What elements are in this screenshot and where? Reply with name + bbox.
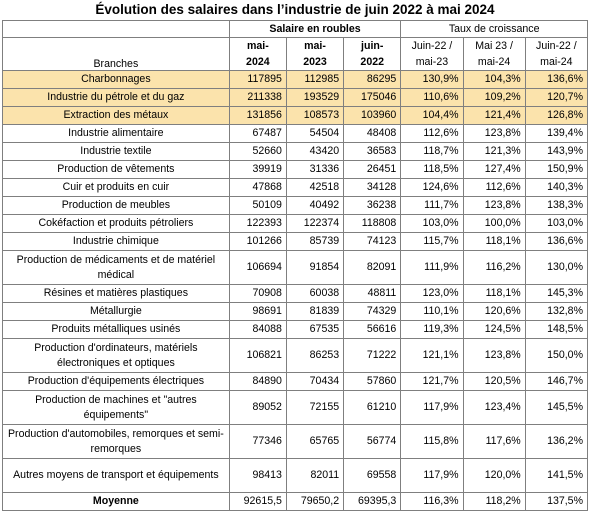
rate-jun22-may23-cell: 130,9%	[401, 71, 463, 89]
salary-2023-cell: 193529	[286, 89, 343, 107]
salary-2023-cell: 112985	[286, 71, 343, 89]
salary-2022-cell: 82091	[344, 251, 401, 285]
header-year-2024	[229, 38, 286, 71]
salary-2022-cell: 48811	[344, 285, 401, 303]
rate-may23-may24-cell: 116,2%	[463, 251, 525, 285]
rate-jun22-may23-cell: 121,7%	[401, 373, 463, 391]
header-year-2022-line1: juin-	[361, 40, 384, 52]
header-rate-3-line2: mai-24	[540, 56, 573, 68]
rate-jun22-may23-cell: 115,7%	[401, 233, 463, 251]
rate-jun22-may24-cell: 126,8%	[525, 107, 587, 125]
rate-jun22-may23-cell: 123,0%	[401, 285, 463, 303]
salary-2024-cell: 98691	[229, 303, 286, 321]
salary-2022-cell: 48408	[344, 125, 401, 143]
branch-cell: Production d'ordinateurs, matériels électroniques et optiques	[3, 339, 230, 373]
header-rate-2-line1: Mai 23 /	[475, 40, 513, 52]
rate-may23-may24-cell: 123,4%	[463, 391, 525, 425]
rate-may23-may24-cell: 123,8%	[463, 197, 525, 215]
header-rate-jun22-may24	[525, 38, 587, 71]
rate-may23-may24-cell: 104,3%	[463, 71, 525, 89]
branch-cell: Production de vêtements	[3, 161, 230, 179]
salary-2024-cell: 84890	[229, 373, 286, 391]
table-row	[3, 391, 588, 425]
salary-2022-cell: 26451	[344, 161, 401, 179]
table-row	[3, 71, 588, 89]
branch-cell: Production de machines et "autres équipements"	[3, 391, 230, 425]
rate-jun22-may23-cell: 110,1%	[401, 303, 463, 321]
salary-2023-cell: 91854	[286, 251, 343, 285]
salary-2022-cell: 36238	[344, 197, 401, 215]
header-rate-may23-may24	[463, 38, 525, 71]
salary-table	[2, 20, 588, 511]
salary-2023-cell: 72155	[286, 391, 343, 425]
rate-jun22-may24-cell: 140,3%	[525, 179, 587, 197]
salary-2024-cell: 89052	[229, 391, 286, 425]
rate-may23-may24-cell: 118,1%	[463, 233, 525, 251]
rate-jun22-may24-cell: 146,7%	[525, 373, 587, 391]
salary-2024-cell: 98413	[229, 459, 286, 493]
salary-2024-cell: 52660	[229, 143, 286, 161]
salary-2024-cell: 131856	[229, 107, 286, 125]
rate-jun22-may24-cell: 150,0%	[525, 339, 587, 373]
header-rate-1-line2: mai-23	[415, 56, 449, 68]
rate-may23-may24-cell: 118,1%	[463, 285, 525, 303]
rate-may23-may24-cell: 120,0%	[463, 459, 525, 493]
branch-cell: Moyenne	[3, 493, 230, 511]
rate-jun22-may23-cell: 119,3%	[401, 321, 463, 339]
salary-2023-cell: 67535	[286, 321, 343, 339]
branch-cell: Production de médicaments et de matériel médical	[3, 251, 230, 285]
salary-2023-cell: 31336	[286, 161, 343, 179]
salary-2022-cell: 175046	[344, 89, 401, 107]
rate-may23-may24-cell: 100,0%	[463, 215, 525, 233]
table-row	[3, 197, 588, 215]
branch-cell: Résines et matières plastiques	[3, 285, 230, 303]
header-branches: Branches	[3, 38, 230, 71]
header-year-2023-line2: 2023	[303, 56, 327, 68]
rate-jun22-may23-cell: 111,7%	[401, 197, 463, 215]
salary-2023-cell: 82011	[286, 459, 343, 493]
salary-2023-cell: 65765	[286, 425, 343, 459]
header-salary-group: Salaire en roubles	[229, 21, 401, 38]
rate-may23-may24-cell: 120,6%	[463, 303, 525, 321]
branch-cell: Autres moyens de transport et équipements	[3, 459, 230, 493]
header-year-2023-line1: mai-	[304, 40, 326, 52]
salary-2024-cell: 47868	[229, 179, 286, 197]
rate-jun22-may24-cell: 141,5%	[525, 459, 587, 493]
table-row	[3, 251, 588, 285]
salary-2024-cell: 122393	[229, 215, 286, 233]
salary-2024-cell: 50109	[229, 197, 286, 215]
branch-cell: Industrie alimentaire	[3, 125, 230, 143]
rate-jun22-may24-cell: 136,2%	[525, 425, 587, 459]
salary-2022-cell: 69558	[344, 459, 401, 493]
rate-jun22-may24-cell: 132,8%	[525, 303, 587, 321]
salary-2022-cell: 71222	[344, 339, 401, 373]
rate-jun22-may24-cell: 145,3%	[525, 285, 587, 303]
salary-2022-cell: 56774	[344, 425, 401, 459]
rate-may23-may24-cell: 109,2%	[463, 89, 525, 107]
salary-2022-cell: 61210	[344, 391, 401, 425]
salary-2024-cell: 211338	[229, 89, 286, 107]
table-row	[3, 459, 588, 493]
branch-cell: Métallurgie	[3, 303, 230, 321]
rate-jun22-may23-cell: 104,4%	[401, 107, 463, 125]
table-row	[3, 107, 588, 125]
salary-2024-cell: 92615,5	[229, 493, 286, 511]
salary-2024-cell: 117895	[229, 71, 286, 89]
table-row	[3, 161, 588, 179]
salary-2024-cell: 106821	[229, 339, 286, 373]
rate-jun22-may23-cell: 112,6%	[401, 125, 463, 143]
branch-cell: Production d'automobiles, remorques et semi-remorques	[3, 425, 230, 459]
rate-may23-may24-cell: 123,8%	[463, 339, 525, 373]
salary-2024-cell: 84088	[229, 321, 286, 339]
rate-jun22-may23-cell: 115,8%	[401, 425, 463, 459]
header-row-groups	[3, 21, 588, 38]
branch-cell: Production d'équipements électriques	[3, 373, 230, 391]
rate-jun22-may23-cell: 118,5%	[401, 161, 463, 179]
rate-jun22-may24-cell: 136,6%	[525, 233, 587, 251]
rate-jun22-may24-cell: 137,5%	[525, 493, 587, 511]
rate-jun22-may24-cell: 145,5%	[525, 391, 587, 425]
rate-may23-may24-cell: 112,6%	[463, 179, 525, 197]
rate-jun22-may23-cell: 117,9%	[401, 459, 463, 493]
rate-jun22-may24-cell: 150,9%	[525, 161, 587, 179]
rate-jun22-may23-cell: 110,6%	[401, 89, 463, 107]
branch-cell: Extraction des métaux	[3, 107, 230, 125]
rate-jun22-may23-cell: 111,9%	[401, 251, 463, 285]
salary-table-body	[3, 21, 588, 511]
salary-2023-cell: 42518	[286, 179, 343, 197]
salary-2024-cell: 67487	[229, 125, 286, 143]
header-year-2022	[344, 38, 401, 71]
salary-2023-cell: 85739	[286, 233, 343, 251]
salary-2022-cell: 86295	[344, 71, 401, 89]
salary-2024-cell: 77346	[229, 425, 286, 459]
salary-2024-cell: 39919	[229, 161, 286, 179]
rate-jun22-may24-cell: 143,9%	[525, 143, 587, 161]
rate-jun22-may24-cell: 138,3%	[525, 197, 587, 215]
table-row	[3, 179, 588, 197]
salary-2024-cell: 70908	[229, 285, 286, 303]
salary-2023-cell: 86253	[286, 339, 343, 373]
branch-cell: Charbonnages	[3, 71, 230, 89]
rate-jun22-may24-cell: 130,0%	[525, 251, 587, 285]
salary-2022-cell: 74329	[344, 303, 401, 321]
table-row	[3, 425, 588, 459]
salary-2023-cell: 43420	[286, 143, 343, 161]
rate-jun22-may24-cell: 139,4%	[525, 125, 587, 143]
rate-jun22-may24-cell: 120,7%	[525, 89, 587, 107]
rate-may23-may24-cell: 117,6%	[463, 425, 525, 459]
salary-2023-cell: 108573	[286, 107, 343, 125]
table-row	[3, 321, 588, 339]
rate-may23-may24-cell: 121,3%	[463, 143, 525, 161]
header-year-2023	[286, 38, 343, 71]
rate-jun22-may23-cell: 121,1%	[401, 339, 463, 373]
rate-jun22-may24-cell: 148,5%	[525, 321, 587, 339]
branch-cell: Produits métalliques usinés	[3, 321, 230, 339]
branch-cell: Cuir et produits en cuir	[3, 179, 230, 197]
table-row	[3, 303, 588, 321]
branch-cell: Industrie du pétrole et du gaz	[3, 89, 230, 107]
header-year-2022-line2: 2022	[360, 56, 384, 68]
branch-cell: Cokéfaction et produits pétroliers	[3, 215, 230, 233]
salary-2024-cell: 101266	[229, 233, 286, 251]
table-row	[3, 339, 588, 373]
salary-2022-cell: 103960	[344, 107, 401, 125]
rate-jun22-may24-cell: 103,0%	[525, 215, 587, 233]
average-row	[3, 493, 588, 511]
table-row	[3, 285, 588, 303]
rate-jun22-may23-cell: 118,7%	[401, 143, 463, 161]
branch-cell: Industrie textile	[3, 143, 230, 161]
salary-2023-cell: 40492	[286, 197, 343, 215]
rate-may23-may24-cell: 118,2%	[463, 493, 525, 511]
branch-cell: Production de meubles	[3, 197, 230, 215]
rate-jun22-may23-cell: 124,6%	[401, 179, 463, 197]
page-title: Évolution des salaires dans l’industrie de juin 2022 à mai 2024	[95, 2, 495, 17]
salary-2023-cell: 81839	[286, 303, 343, 321]
table-row	[3, 125, 588, 143]
header-rate-jun22-may23	[401, 38, 463, 71]
salary-2022-cell: 57860	[344, 373, 401, 391]
salary-2023-cell: 60038	[286, 285, 343, 303]
salary-2022-cell: 34128	[344, 179, 401, 197]
salary-2023-cell: 70434	[286, 373, 343, 391]
rate-may23-may24-cell: 123,8%	[463, 125, 525, 143]
salary-2022-cell: 118808	[344, 215, 401, 233]
salary-2023-cell: 122374	[286, 215, 343, 233]
header-rate-group: Taux de croissance	[401, 21, 588, 38]
header-year-2024-line1: mai-	[246, 40, 269, 52]
salary-2022-cell: 74123	[344, 233, 401, 251]
table-row	[3, 373, 588, 391]
table-row	[3, 233, 588, 251]
header-rate-3-line1: Juin-22 /	[536, 40, 577, 52]
table-row	[3, 215, 588, 233]
header-rate-1-line1: Juin-22 /	[411, 40, 453, 52]
salary-2023-cell: 79650,2	[286, 493, 343, 511]
rate-jun22-may23-cell: 103,0%	[401, 215, 463, 233]
rate-may23-may24-cell: 120,5%	[463, 373, 525, 391]
rate-may23-may24-cell: 127,4%	[463, 161, 525, 179]
salary-2023-cell: 54504	[286, 125, 343, 143]
salary-2022-cell: 69395,3	[344, 493, 401, 511]
rate-jun22-may24-cell: 136,6%	[525, 71, 587, 89]
header-rate-2-line2: mai-24	[477, 56, 511, 68]
header-year-2024-line2: 2024	[246, 56, 270, 68]
salary-2022-cell: 56616	[344, 321, 401, 339]
header-empty-cell	[3, 21, 230, 38]
branch-cell: Industrie chimique	[3, 233, 230, 251]
salary-2022-cell: 36583	[344, 143, 401, 161]
rate-jun22-may23-cell: 116,3%	[401, 493, 463, 511]
table-row	[3, 89, 588, 107]
rate-jun22-may23-cell: 117,9%	[401, 391, 463, 425]
rate-may23-may24-cell: 121,4%	[463, 107, 525, 125]
rate-may23-may24-cell: 124,5%	[463, 321, 525, 339]
table-row	[3, 143, 588, 161]
salary-2024-cell: 106694	[229, 251, 286, 285]
